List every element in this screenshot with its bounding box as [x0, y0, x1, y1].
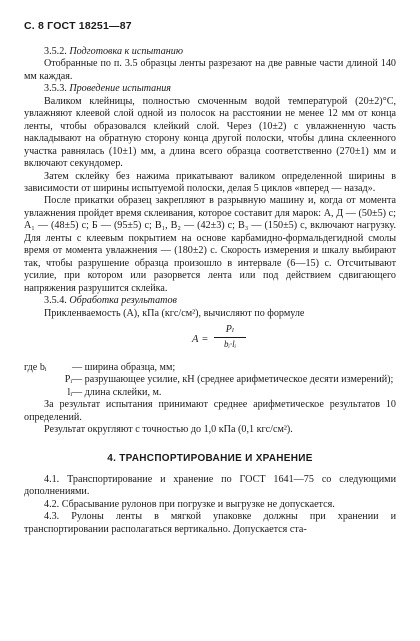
definition-row	[24, 387, 396, 399]
subsection-title: Обработка результатов	[69, 295, 177, 307]
paragraph-result-average: За результат испытания принимают среднее арифметическое результатов 10 определений.	[24, 399, 396, 423]
definition-text: — ширина образца, мм;	[72, 361, 176, 373]
paragraph-4-1: 4.1. Транспортирование и хранение по ГОСТ 1641—75 со следующими дополнениями.	[24, 473, 396, 498]
variable-definitions	[24, 362, 396, 399]
adhesion-formula	[192, 324, 396, 358]
definition-text: — длина склейки, м.	[72, 386, 162, 398]
subsection-number: 3.5.3.	[44, 83, 67, 95]
paragraph-formula-intro: Прикленваемость (А), кПа (кгс/см²), вычисляют по формуле	[44, 307, 305, 319]
definition-symbol: lᵢ	[67, 386, 72, 398]
section-4-title: 4. ТРАНСПОРТИРОВАНИЕ И ХРАНЕНИЕ	[107, 452, 313, 464]
subsection-3-5-4	[24, 295, 396, 307]
fraction-bar	[214, 337, 246, 338]
definition-symbol: Pᵢ	[64, 374, 72, 386]
formula-fraction	[214, 324, 246, 350]
paragraph-4-2: 4.2. Сбрасывание рулонов при погрузке и выгрузке не допускается.	[44, 498, 335, 510]
subsection-number: 3.5.4.	[44, 295, 67, 307]
definition-text: — разрушающее усилие, кН (среднее арифметическое десяти измерений);	[72, 374, 394, 386]
subsection-3-5-3	[24, 83, 396, 95]
paragraph-wetting: Валиком клейницы, полностью смоченным водой температурой (20±2)°С, увлажняют клеевой слой одной из полосок на расстоянии не менее 12 мм от конца ленты, чтобы образовался клейкий слой. Через (10±2) с увлажненную часть накладывают на обратную сторону конца другой полоски, чтобы длина склеенного участка равнялась (10±1) мм, а длина всего образца соответственно (270±1) мм и включают секундомер.	[24, 95, 396, 170]
formula-denominator: bᵢ·lᵢ	[223, 338, 237, 349]
definition-row	[24, 374, 396, 386]
subsection-title: Подготовка к испытанию	[69, 46, 184, 57]
paragraph-rounding: Результат округляют с точностью до 1,0 кПа (0,1 кгс/см²).	[44, 424, 293, 436]
paragraph-loading: После прикатки образец закрепляют в разрывную машину и, когда от момента увлажнения пройдет время склеивания, которое составит для марок: А, Д — (50±5) с; А₁ — (48±5) с; Б — (95±5) с; В₁, В₂ — (42±3) с; В₃ — (150±5) с, включают нагрузку. Для ленты с клеевым покрытием на основе карбамидно-формальдегидной смолы время от момента увлажнения — (180±2) с. Скорость измерения и шкалу выбирают так, чтобы разрушение образца произошло в интервале (6—15) с. Отсчитывают усилие, при котором или разорвется лента или под действием сдвигающего напряжения разрушится склейка.	[24, 195, 396, 294]
definition-row	[24, 362, 396, 374]
formula-lhs: A	[192, 333, 199, 345]
subsection-3-5-2	[24, 46, 396, 58]
paragraph-rolling: Затем склейку без нажима прикатывают валиком определенной ширины в зависимости от ширины испытуемой полоски, делая 5 циклов «вперед — назад».	[24, 170, 396, 194]
subsection-title: Проведение испытания	[69, 83, 172, 95]
subsection-number: 3.5.2.	[44, 46, 67, 57]
paragraph-sample-prep: Отобранные по п. 3.5 образцы ленты разрезают на две равные части длиной 140 мм каждая.	[24, 58, 396, 82]
definition-symbol: где bᵢ	[24, 361, 47, 373]
page-header: С. 8 ГОСТ 18251—87	[24, 20, 132, 32]
formula-numerator: Pₗ	[225, 323, 235, 335]
formula-equals: =	[202, 333, 208, 345]
paragraph-4-3: 4.3. Рулоны ленты в мягкой упаковке должны при хранении и транспортировании располагаться вертикально. Допускается ста-	[24, 511, 396, 535]
